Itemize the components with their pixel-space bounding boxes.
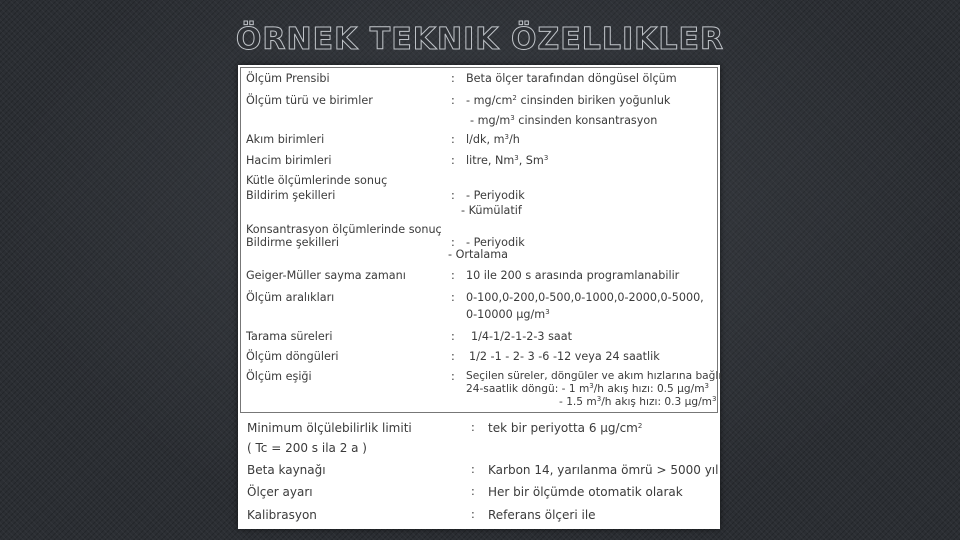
spec-label: Minimum ölçülebilirlik limiti: [247, 421, 412, 435]
spec-colon: :: [471, 508, 475, 521]
spec-colon: :: [471, 485, 475, 498]
spec-value: Her bir ölçümde otomatik olarak: [488, 485, 683, 499]
spec-label: Ölçüm Prensibi: [246, 72, 330, 85]
spec-colon: :: [451, 350, 455, 363]
spec-colon: :: [451, 189, 455, 202]
spec-value: tek bir periyotta 6 $\mu g/cm^2$: [488, 421, 643, 435]
slide-title: ÖRNEK TEKNIK ÖZELLIKLER: [235, 22, 725, 57]
spec-value: - Ortalama: [448, 248, 508, 261]
spec-label: ( Tc = 200 s ila 2 a ): [247, 441, 367, 455]
spec-colon: :: [451, 154, 455, 167]
spec-value: Beta ölçer tarafından döngüsel ölçüm: [466, 72, 677, 85]
spec-label: Ölçüm türü ve birimler: [246, 94, 373, 107]
spec-label: Kütle ölçümlerinde sonuç: [246, 174, 388, 187]
spec-value: l/dk, $m^3/h$: [466, 133, 520, 146]
spec-label: Beta kaynağı: [247, 463, 326, 477]
spec-value: - Periyodik: [466, 189, 525, 202]
spec-colon: :: [471, 421, 475, 434]
spec-label: Tarama süreleri: [246, 330, 333, 343]
spec-label: Ölçüm aralıkları: [246, 291, 335, 304]
spec-colon: :: [451, 269, 455, 282]
spec-value: - $mg/m^3$ cinsinden konsantrasyon: [470, 114, 658, 127]
spec-value: - Kümülatif: [461, 204, 522, 217]
spec-value: - $mg/cm^2$ cinsinden biriken yoğunluk: [466, 94, 671, 107]
spec-colon: :: [451, 72, 455, 85]
spec-colon: :: [451, 370, 455, 383]
spec-label: Bildirim şekilleri: [246, 189, 336, 202]
spec-value: Karbon 14, yarılanma ömrü > 5000 yıl: [488, 463, 719, 477]
spec-label: Bildirme şekilleri: [246, 236, 339, 249]
spec-value: 10 ile 200 s arasında programlanabilir: [466, 269, 680, 282]
spec-colon: :: [451, 330, 455, 343]
spec-value: 1/2 -1 - 2- 3 -6 -12 veya 24 saatlik: [469, 350, 660, 363]
spec-value: 0-10000 $\mu g/m^3$: [466, 308, 550, 321]
spec-colon: :: [471, 463, 475, 476]
spec-label: Ölçüm döngüleri: [246, 350, 339, 363]
spec-value: Seçilen süreler, döngüler ve akım hızlarına bağlı: [466, 370, 722, 382]
spec-value: - Periyodik: [466, 236, 525, 249]
spec-label: Akım birimleri: [246, 133, 325, 146]
spec-colon: :: [451, 133, 455, 146]
spec-label: Geiger-Müller sayma zamanı: [246, 269, 406, 282]
spec-colon: :: [451, 94, 455, 107]
spec-sheet-image: [238, 65, 720, 529]
spec-colon: :: [451, 236, 455, 249]
spec-table-upper: [240, 67, 722, 413]
spec-label: Ölçüm eşiği: [246, 370, 312, 383]
spec-label: Ölçer ayarı: [247, 485, 313, 499]
spec-value: 24-saatlik döngü: - 1 $m^3/h$ akış hızı: 0.5 $\mu g/m^3$: [466, 382, 709, 395]
spec-value: Referans ölçeri ile: [488, 508, 596, 522]
spec-value: 1/4-1/2-1-2-3 saat: [471, 330, 572, 343]
spec-value: litre, Nm$^3$, Sm$^3$: [466, 154, 549, 167]
spec-label: Hacim birimleri: [246, 154, 332, 167]
spec-colon: :: [451, 291, 455, 304]
spec-value: - 1.5 $m^3/h$ akış hızı: 0.3 $\mu g/m^3$: [559, 395, 717, 408]
spec-value: 0-100,0-200,0-500,0-1000,0-2000,0-5000,: [466, 291, 704, 304]
spec-label: Kalibrasyon: [247, 508, 317, 522]
spec-label: Konsantrasyon ölçümlerinde sonuç: [246, 223, 442, 236]
